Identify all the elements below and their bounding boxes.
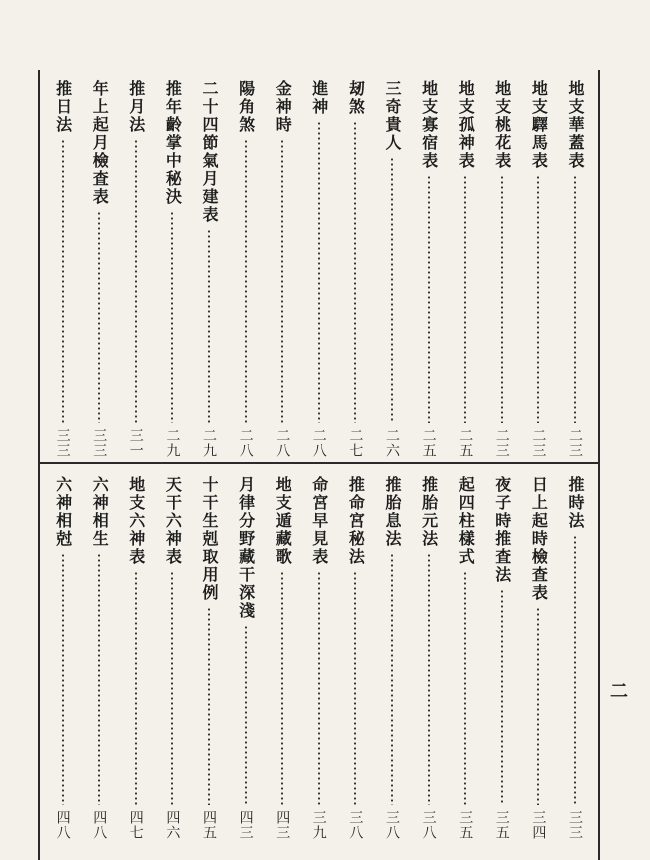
dot-leader: [281, 139, 283, 423]
toc-entry-title: 三奇貴人: [383, 80, 402, 152]
section-divider-rule: [40, 462, 600, 464]
dot-leader: [501, 175, 503, 423]
toc-entry-page: 二三: [530, 428, 547, 458]
toc-entry-page: 三三: [91, 428, 108, 458]
dot-leader: [537, 607, 539, 805]
dot-leader: [245, 625, 247, 805]
toc-entry: [342, 476, 368, 840]
page-number: 二: [610, 681, 628, 702]
dot-leader: [171, 571, 173, 805]
toc-entry: [233, 476, 259, 840]
toc-entry: [489, 80, 515, 458]
toc-entry-title: 地支桃花表: [492, 80, 512, 170]
toc-entry-page: 二六: [384, 428, 400, 458]
toc-entry: [269, 80, 295, 458]
dot-leader: [464, 571, 466, 805]
dot-leader: [208, 229, 210, 423]
toc-entry-title: 陽角煞: [236, 80, 256, 134]
dot-leader: [318, 571, 320, 805]
toc-entry: [123, 476, 149, 840]
toc-entry-page: 二八: [274, 428, 291, 458]
toc-entry-page: 二八: [237, 428, 254, 458]
toc-entry-title: 地支遁藏歌: [273, 476, 293, 566]
toc-entry-page: 三八: [347, 810, 364, 840]
toc-entry-page: 四三: [274, 810, 291, 840]
dot-leader: [245, 139, 247, 423]
toc-entry: [269, 476, 295, 840]
toc-entry-title: 金神時: [273, 80, 293, 134]
toc-entry-title: 推月法: [126, 80, 146, 134]
toc-entry: [525, 476, 551, 840]
toc-entry-page: 二九: [201, 428, 217, 458]
toc-entry: [562, 476, 588, 840]
toc-entry-title: 十干生剋取用例: [200, 476, 219, 602]
toc-entry: [196, 80, 222, 458]
toc-entry-page: 二五: [457, 428, 474, 458]
dot-leader: [428, 175, 430, 423]
toc-entry-page: 二九: [164, 428, 181, 458]
toc-entry: [379, 476, 405, 840]
toc-entry-page: 三八: [384, 810, 400, 840]
dot-leader: [574, 535, 576, 805]
toc-entry: [306, 476, 332, 840]
toc-entry-page: 四六: [164, 810, 181, 840]
toc-entry: [416, 476, 442, 840]
dot-leader: [98, 211, 100, 423]
toc-entry-title: 推命宮秘法: [346, 476, 366, 566]
toc-entry-title: 夜子時推査法: [492, 476, 512, 584]
toc-entry-title: 地支孤神表: [456, 80, 476, 170]
toc-entry: [452, 476, 478, 840]
dot-leader: [281, 571, 283, 805]
toc-entry-title: 天干六神表: [163, 476, 183, 566]
dot-leader: [464, 175, 466, 423]
toc-entry-title: 六神相尅: [53, 476, 73, 548]
toc-entry-title: 推日法: [53, 80, 73, 134]
toc-entry: [86, 476, 112, 840]
toc-entry-title: 地支寡宿表: [419, 80, 439, 170]
toc-entry-page: 四八: [54, 810, 71, 840]
toc-entry-title: 推年齡掌中秘決: [163, 80, 183, 206]
dot-leader: [354, 121, 356, 423]
dot-leader: [135, 571, 137, 805]
toc-entry-page: 三九: [310, 810, 327, 840]
toc-entry-page: 三八: [420, 810, 437, 840]
toc-entry: [159, 476, 185, 840]
toc-entry: [562, 80, 588, 458]
dot-leader: [501, 589, 503, 805]
toc-entry-page: 四八: [91, 810, 108, 840]
toc-entry-title: 命宮早見表: [309, 476, 329, 566]
toc-entry-page: 四七: [127, 810, 144, 840]
toc-entry: [489, 476, 515, 840]
toc-entry-title: 地支華蓋表: [566, 80, 585, 170]
toc-entry-page: 二三: [493, 428, 510, 458]
dot-leader: [574, 175, 576, 423]
dot-leader: [354, 571, 356, 805]
toc-entry-title: 日上起時檢査表: [529, 476, 549, 602]
toc-entry-page: 三五: [457, 810, 474, 840]
toc-entry-title: 進神: [309, 80, 329, 116]
toc-entry-title: 推胎息法: [383, 476, 402, 548]
dot-leader: [537, 175, 539, 423]
toc-entry: [306, 80, 332, 458]
toc-entry-page: 四五: [201, 810, 217, 840]
toc-entry: [50, 476, 76, 840]
dot-leader: [135, 139, 137, 423]
toc-entry-page: 二五: [420, 428, 437, 458]
toc-entry-title: 推時法: [566, 476, 585, 530]
toc-entry-title: 推胎元法: [419, 476, 439, 548]
toc-entry-page: 三四: [530, 810, 547, 840]
toc-entry-page: 二七: [347, 428, 364, 458]
toc-entry: [86, 80, 112, 458]
dot-leader: [171, 211, 173, 423]
dot-leader: [208, 607, 210, 805]
toc-entry-title: 刼煞: [346, 80, 366, 116]
toc-entry-title: 月律分野藏干深淺: [236, 476, 256, 620]
dot-leader: [98, 553, 100, 805]
left-border-rule: [38, 70, 40, 860]
toc-entry-title: 地支驛馬表: [529, 80, 549, 170]
dot-leader: [62, 553, 64, 805]
toc-entry-page: 二八: [310, 428, 327, 458]
toc-entry-title: 年上起月檢査表: [90, 80, 110, 206]
toc-entry: [416, 80, 442, 458]
toc-entry-title: 地支六神表: [126, 476, 146, 566]
dot-leader: [318, 121, 320, 423]
toc-entry-title: 六神相生: [90, 476, 110, 548]
dot-leader: [62, 139, 64, 423]
toc-entry: [452, 80, 478, 458]
toc-entry: [342, 80, 368, 458]
toc-entry-title: 起四柱樣式: [456, 476, 476, 566]
toc-entry: [233, 80, 259, 458]
toc-entry: [525, 80, 551, 458]
dot-leader: [428, 553, 430, 805]
dot-leader: [391, 553, 393, 805]
toc-entry: [159, 80, 185, 458]
toc-entry-page: 四三: [237, 810, 254, 840]
toc-entry: [123, 80, 149, 458]
toc-entry-title: 二十四節氣月建表: [200, 80, 219, 224]
toc-entry-page: 三一: [127, 428, 144, 458]
toc-entry: [379, 80, 405, 458]
toc-entry-page: 三五: [493, 810, 510, 840]
dot-leader: [391, 157, 393, 423]
toc-entry-page: 三三: [567, 810, 583, 840]
toc-entry: [50, 80, 76, 458]
right-border-rule: [598, 70, 600, 860]
toc-entry-page: 三三: [54, 428, 71, 458]
toc-entry: [196, 476, 222, 840]
toc-entry-page: 二三: [567, 428, 583, 458]
